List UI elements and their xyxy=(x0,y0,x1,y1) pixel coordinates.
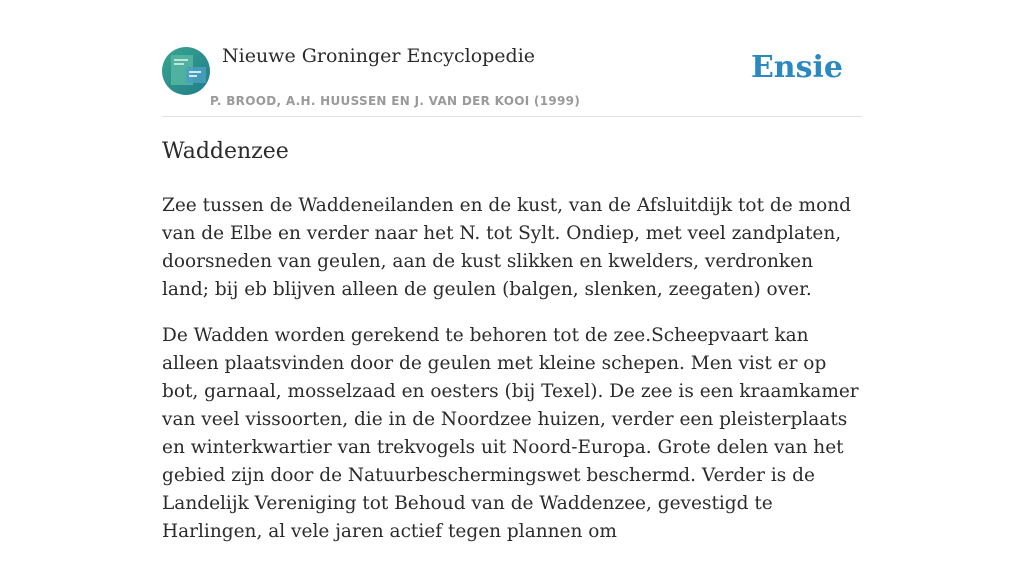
article-body xyxy=(162,192,862,564)
source-authors: P. BROOD, A.H. HUUSSEN EN J. VAN DER KOOI (1999) xyxy=(210,94,581,108)
article-title: Waddenzee xyxy=(162,139,289,164)
source-cover-thumbnail[interactable] xyxy=(162,47,210,95)
article-paragraph: De Wadden worden gerekend te behoren tot de zee.Scheepvaart kan alleen plaatsvinden door de geulen met kleine schepen. Men vist er op bot, garnaal, mosselzaad en oesters (bij Texel). De zee is een kraamkamer van veel vissoorten, die in de Noordzee huizen, verder een pleisterplaats en winterkwartier van trekvogels uit Noord-Europa. Grote delen van het gebied zijn door de Natuurbeschermingswet beschermd. Verder is de Landelijk Vereniging tot Behoud van de Waddenzee, gevestigd te Harlingen, al vele jaren actief tegen plannen om xyxy=(162,325,859,542)
article-page xyxy=(162,0,862,542)
article-paragraph: Zee tussen de Waddeneilanden en de kust, van de Afsluitdijk tot de mond van de Elbe en verder naar het N. tot Sylt. Ondiep, met veel zandplaten, doorsneden van geulen, aan de kust slikken en kwelders, verdronken land; bij eb blijven alleen de geulen (balgen, slenken, zeegaten) over. xyxy=(162,195,851,300)
source-header xyxy=(162,0,862,117)
source-title[interactable]: Nieuwe Groninger Encyclopedie xyxy=(222,45,536,67)
brand-logo[interactable]: Ensie xyxy=(750,50,843,85)
